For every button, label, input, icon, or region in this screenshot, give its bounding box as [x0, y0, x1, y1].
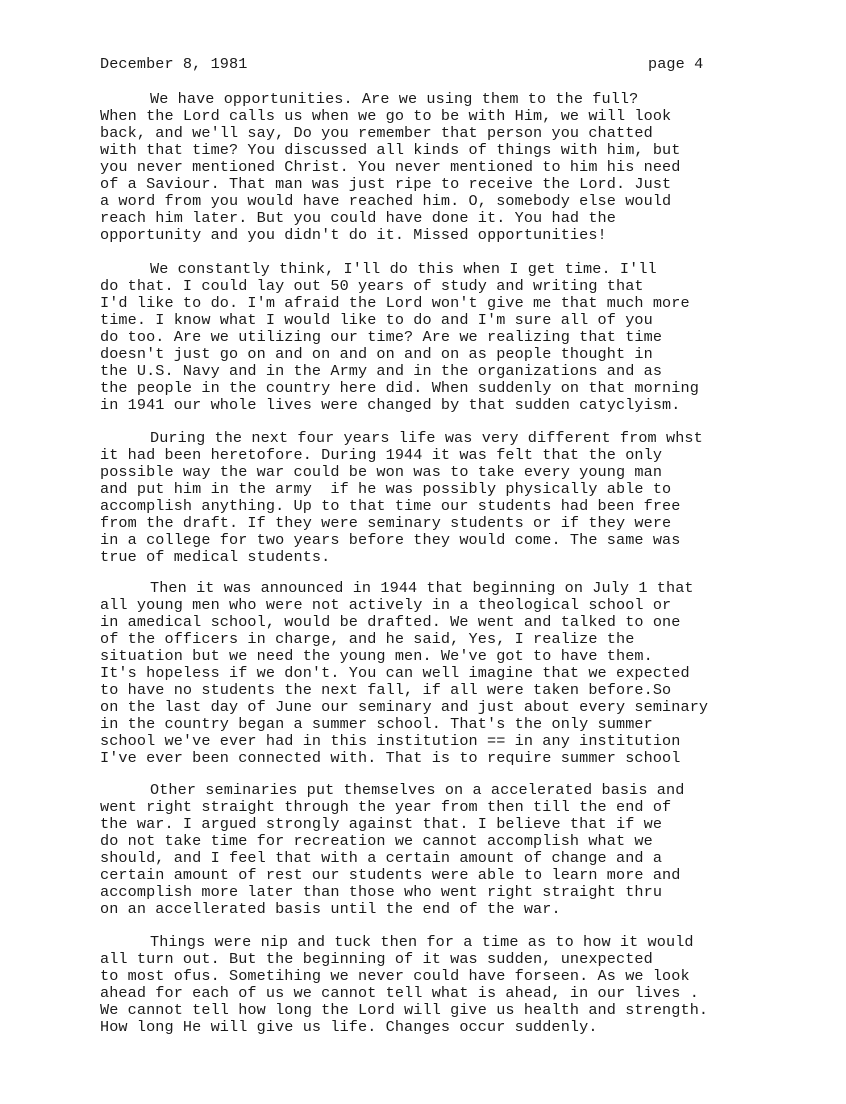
text-line: on an accellerated basis until the end of the war.	[100, 900, 561, 918]
text-line: to most ofus. Sometihing we never could have forseen. As we look	[100, 967, 690, 985]
text-line: ahead for each of us we cannot tell what is ahead, in our lives .	[100, 984, 699, 1002]
text-line: Other seminaries put themselves on a accelerated basis and	[150, 781, 685, 799]
page-number: page 4	[648, 55, 704, 73]
text-line: During the next four years life was very different from whst	[150, 429, 703, 447]
text-line: certain amount of rest our students were able to learn more and	[100, 866, 681, 884]
text-line: I've ever been connected with. That is to require summer school	[100, 749, 681, 767]
text-line: How long He will give us life. Changes occur suddenly.	[100, 1018, 598, 1036]
text-line: accomplish more later than those who went right straight thru	[100, 883, 663, 901]
text-line: reach him later. But you could have done it. You had the	[100, 209, 616, 227]
text-line: We cannot tell how long the Lord will give us health and strength.	[100, 1001, 709, 1019]
text-line: and put him in the army if he was possibly physically able to	[100, 480, 672, 498]
text-line: all young men who were not actively in a theological school or	[100, 596, 672, 614]
text-line: situation but we need the young men. We've got to have them.	[100, 647, 653, 665]
text-line: It's hopeless if we don't. You can well imagine that we expected	[100, 664, 690, 682]
text-line: doesn't just go on and on and on and on as people thought in	[100, 345, 653, 363]
page-header	[100, 55, 712, 75]
text-line: We have opportunities. Are we using them to the full?	[150, 90, 639, 108]
text-line: should, and I feel that with a certain amount of change and a	[100, 849, 663, 867]
text-line: time. I know what I would like to do and I'm sure all of you	[100, 311, 653, 329]
text-line: a word from you would have reached him. O, somebody else would	[100, 192, 672, 210]
text-line: in 1941 our whole lives were changed by that sudden catyclyism.	[100, 396, 681, 414]
text-line: true of medical students.	[100, 548, 331, 566]
text-line: went right straight through the year from then till the end of	[100, 798, 672, 816]
text-line: in amedical school, would be drafted. We went and talked to one	[100, 613, 681, 631]
text-line: possible way the war could be won was to take every young man	[100, 463, 663, 481]
text-line: opportunity and you didn't do it. Missed opportunities!	[100, 226, 607, 244]
text-line: with that time? You discussed all kinds of things with him, but	[100, 141, 681, 159]
text-line: I'd like to do. I'm afraid the Lord won't give me that much more	[100, 294, 690, 312]
text-line: do too. Are we utilizing our time? Are we realizing that time	[100, 328, 663, 346]
text-line: the war. I argued strongly against that. I believe that if we	[100, 815, 663, 833]
text-line: We constantly think, I'll do this when I get time. I'll	[150, 260, 657, 278]
text-line: accomplish anything. Up to that time our students had been free	[100, 497, 681, 515]
text-line: the people in the country here did. When suddenly on that morning	[100, 379, 699, 397]
text-line: in a college for two years before they would come. The same was	[100, 531, 681, 549]
text-line: When the Lord calls us when we go to be with Him, we will look	[100, 107, 672, 125]
text-line: Things were nip and tuck then for a time as to how it would	[150, 933, 694, 951]
text-line: the U.S. Navy and in the Army and in the organizations and as	[100, 362, 663, 380]
text-line: it had been heretofore. During 1944 it was felt that the only	[100, 446, 663, 464]
text-line: you never mentioned Christ. You never mentioned to him his need	[100, 158, 681, 176]
text-line: all turn out. But the beginning of it was sudden, unexpected	[100, 950, 653, 968]
text-line: of the officers in charge, and he said, Yes, I realize the	[100, 630, 635, 648]
text-line: back, and we'll say, Do you remember that person you chatted	[100, 124, 653, 142]
text-line: of a Saviour. That man was just ripe to receive the Lord. Just	[100, 175, 672, 193]
text-line: to have no students the next fall, if all were taken before.So	[100, 681, 672, 699]
text-line: from the draft. If they were seminary students or if they were	[100, 514, 672, 532]
page-date: December 8, 1981	[100, 55, 248, 73]
text-line: in the country began a summer school. That's the only summer	[100, 715, 653, 733]
text-line: Then it was announced in 1944 that beginning on July 1 that	[150, 579, 694, 597]
text-line: on the last day of June our seminary and just about every seminary	[100, 698, 709, 716]
text-line: do that. I could lay out 50 years of study and writing that	[100, 277, 644, 295]
text-line: do not take time for recreation we cannot accomplish what we	[100, 832, 653, 850]
text-line: school we've ever had in this institution == in any institution	[100, 732, 681, 750]
